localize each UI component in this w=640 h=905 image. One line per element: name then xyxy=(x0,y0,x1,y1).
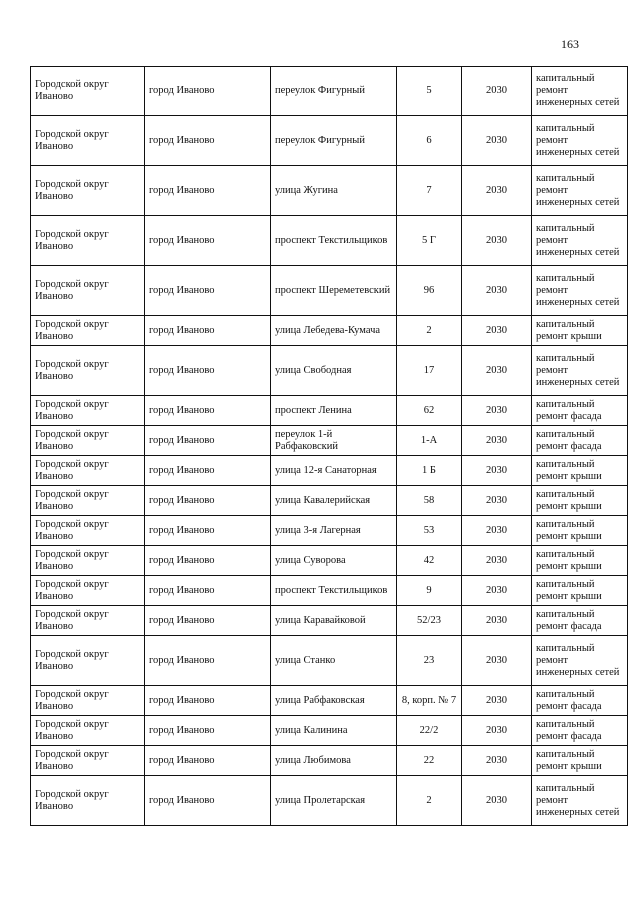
table-row xyxy=(31,456,628,486)
street-cell: улица Каравайковой xyxy=(271,606,397,636)
street-cell: проспект Текстильщиков xyxy=(271,216,397,266)
table-row xyxy=(31,67,628,116)
house-number-cell: 96 xyxy=(397,266,462,316)
table-row xyxy=(31,746,628,776)
street-cell: улица Калинина xyxy=(271,716,397,746)
street-cell: проспект Ленина xyxy=(271,396,397,426)
street-cell: улица Суворова xyxy=(271,546,397,576)
table-row xyxy=(31,486,628,516)
year-cell: 2030 xyxy=(462,776,532,826)
okrug-cell: Городской округ Иваново xyxy=(31,606,145,636)
house-number-cell: 58 xyxy=(397,486,462,516)
house-number-cell: 6 xyxy=(397,116,462,166)
house-number-cell: 22/2 xyxy=(397,716,462,746)
city-cell: город Иваново xyxy=(145,216,271,266)
table-row xyxy=(31,716,628,746)
okrug-cell: Городской округ Иваново xyxy=(31,636,145,686)
table-row xyxy=(31,396,628,426)
okrug-cell: Городской округ Иваново xyxy=(31,426,145,456)
house-number-cell: 42 xyxy=(397,546,462,576)
okrug-cell: Городской округ Иваново xyxy=(31,456,145,486)
city-cell: город Иваново xyxy=(145,316,271,346)
okrug-cell: Городской округ Иваново xyxy=(31,716,145,746)
okrug-cell: Городской округ Иваново xyxy=(31,67,145,116)
city-cell: город Иваново xyxy=(145,516,271,546)
table-body xyxy=(31,67,628,826)
house-number-cell: 62 xyxy=(397,396,462,426)
okrug-cell: Городской округ Иваново xyxy=(31,776,145,826)
work-type-cell: капитальный ремонт фасада xyxy=(532,686,628,716)
house-number-cell: 1-А xyxy=(397,426,462,456)
work-type-cell: капитальный ремонт инженерных сетей xyxy=(532,166,628,216)
city-cell: город Иваново xyxy=(145,686,271,716)
street-cell: улица 12-я Санаторная xyxy=(271,456,397,486)
table-row xyxy=(31,686,628,716)
street-cell: переулок 1-й Рабфаковский xyxy=(271,426,397,456)
table-row xyxy=(31,426,628,456)
city-cell: город Иваново xyxy=(145,636,271,686)
repair-schedule-table xyxy=(30,66,628,826)
city-cell: город Иваново xyxy=(145,776,271,826)
year-cell: 2030 xyxy=(462,516,532,546)
work-type-cell: капитальный ремонт крыши xyxy=(532,516,628,546)
okrug-cell: Городской округ Иваново xyxy=(31,516,145,546)
city-cell: город Иваново xyxy=(145,606,271,636)
house-number-cell: 22 xyxy=(397,746,462,776)
work-type-cell: капитальный ремонт крыши xyxy=(532,486,628,516)
year-cell: 2030 xyxy=(462,686,532,716)
work-type-cell: капитальный ремонт инженерных сетей xyxy=(532,776,628,826)
page-number: 163 xyxy=(561,37,579,51)
year-cell: 2030 xyxy=(462,346,532,396)
street-cell: улица 3-я Лагерная xyxy=(271,516,397,546)
table-row xyxy=(31,166,628,216)
house-number-cell: 9 xyxy=(397,576,462,606)
okrug-cell: Городской округ Иваново xyxy=(31,116,145,166)
work-type-cell: капитальный ремонт крыши xyxy=(532,746,628,776)
house-number-cell: 53 xyxy=(397,516,462,546)
table-row xyxy=(31,346,628,396)
work-type-cell: капитальный ремонт крыши xyxy=(532,456,628,486)
house-number-cell: 7 xyxy=(397,166,462,216)
year-cell: 2030 xyxy=(462,166,532,216)
okrug-cell: Городской округ Иваново xyxy=(31,266,145,316)
city-cell: город Иваново xyxy=(145,456,271,486)
work-type-cell: капитальный ремонт инженерных сетей xyxy=(532,346,628,396)
year-cell: 2030 xyxy=(462,216,532,266)
city-cell: город Иваново xyxy=(145,746,271,776)
year-cell: 2030 xyxy=(462,606,532,636)
city-cell: город Иваново xyxy=(145,426,271,456)
table-row xyxy=(31,316,628,346)
table-row xyxy=(31,576,628,606)
year-cell: 2030 xyxy=(462,576,532,606)
year-cell: 2030 xyxy=(462,426,532,456)
city-cell: город Иваново xyxy=(145,266,271,316)
okrug-cell: Городской округ Иваново xyxy=(31,346,145,396)
street-cell: улица Станко xyxy=(271,636,397,686)
work-type-cell: капитальный ремонт фасада xyxy=(532,426,628,456)
year-cell: 2030 xyxy=(462,716,532,746)
year-cell: 2030 xyxy=(462,746,532,776)
work-type-cell: капитальный ремонт фасада xyxy=(532,396,628,426)
work-type-cell: капитальный ремонт крыши xyxy=(532,316,628,346)
year-cell: 2030 xyxy=(462,636,532,686)
house-number-cell: 1 Б xyxy=(397,456,462,486)
street-cell: улица Кавалерийская xyxy=(271,486,397,516)
city-cell: город Иваново xyxy=(145,486,271,516)
city-cell: город Иваново xyxy=(145,396,271,426)
house-number-cell: 17 xyxy=(397,346,462,396)
table-row xyxy=(31,216,628,266)
city-cell: город Иваново xyxy=(145,546,271,576)
okrug-cell: Городской округ Иваново xyxy=(31,546,145,576)
work-type-cell: капитальный ремонт инженерных сетей xyxy=(532,266,628,316)
table-row xyxy=(31,636,628,686)
city-cell: город Иваново xyxy=(145,576,271,606)
okrug-cell: Городской округ Иваново xyxy=(31,686,145,716)
table-row xyxy=(31,516,628,546)
year-cell: 2030 xyxy=(462,456,532,486)
work-type-cell: капитальный ремонт инженерных сетей xyxy=(532,67,628,116)
okrug-cell: Городской округ Иваново xyxy=(31,216,145,266)
year-cell: 2030 xyxy=(462,396,532,426)
year-cell: 2030 xyxy=(462,546,532,576)
year-cell: 2030 xyxy=(462,486,532,516)
work-type-cell: капитальный ремонт крыши xyxy=(532,576,628,606)
city-cell: город Иваново xyxy=(145,346,271,396)
work-type-cell: капитальный ремонт инженерных сетей xyxy=(532,636,628,686)
house-number-cell: 2 xyxy=(397,316,462,346)
city-cell: город Иваново xyxy=(145,67,271,116)
work-type-cell: капитальный ремонт фасада xyxy=(532,606,628,636)
street-cell: улица Пролетарская xyxy=(271,776,397,826)
street-cell: проспект Текстильщиков xyxy=(271,576,397,606)
street-cell: улица Лебедева-Кумача xyxy=(271,316,397,346)
city-cell: город Иваново xyxy=(145,116,271,166)
year-cell: 2030 xyxy=(462,266,532,316)
okrug-cell: Городской округ Иваново xyxy=(31,746,145,776)
work-type-cell: капитальный ремонт крыши xyxy=(532,546,628,576)
street-cell: переулок Фигурный xyxy=(271,116,397,166)
house-number-cell: 8, корп. № 7 xyxy=(397,686,462,716)
table-row xyxy=(31,546,628,576)
year-cell: 2030 xyxy=(462,116,532,166)
okrug-cell: Городской округ Иваново xyxy=(31,486,145,516)
work-type-cell: капитальный ремонт инженерных сетей xyxy=(532,116,628,166)
table-row xyxy=(31,606,628,636)
street-cell: улица Свободная xyxy=(271,346,397,396)
street-cell: улица Любимова xyxy=(271,746,397,776)
street-cell: улица Жугина xyxy=(271,166,397,216)
table-row xyxy=(31,266,628,316)
street-cell: переулок Фигурный xyxy=(271,67,397,116)
house-number-cell: 5 Г xyxy=(397,216,462,266)
year-cell: 2030 xyxy=(462,67,532,116)
okrug-cell: Городской округ Иваново xyxy=(31,316,145,346)
okrug-cell: Городской округ Иваново xyxy=(31,576,145,606)
city-cell: город Иваново xyxy=(145,166,271,216)
table-row xyxy=(31,776,628,826)
house-number-cell: 5 xyxy=(397,67,462,116)
table-row xyxy=(31,116,628,166)
house-number-cell: 52/23 xyxy=(397,606,462,636)
year-cell: 2030 xyxy=(462,316,532,346)
work-type-cell: капитальный ремонт фасада xyxy=(532,716,628,746)
house-number-cell: 2 xyxy=(397,776,462,826)
okrug-cell: Городской округ Иваново xyxy=(31,396,145,426)
work-type-cell: капитальный ремонт инженерных сетей xyxy=(532,216,628,266)
house-number-cell: 23 xyxy=(397,636,462,686)
street-cell: улица Рабфаковская xyxy=(271,686,397,716)
street-cell: проспект Шереметевский xyxy=(271,266,397,316)
city-cell: город Иваново xyxy=(145,716,271,746)
okrug-cell: Городской округ Иваново xyxy=(31,166,145,216)
